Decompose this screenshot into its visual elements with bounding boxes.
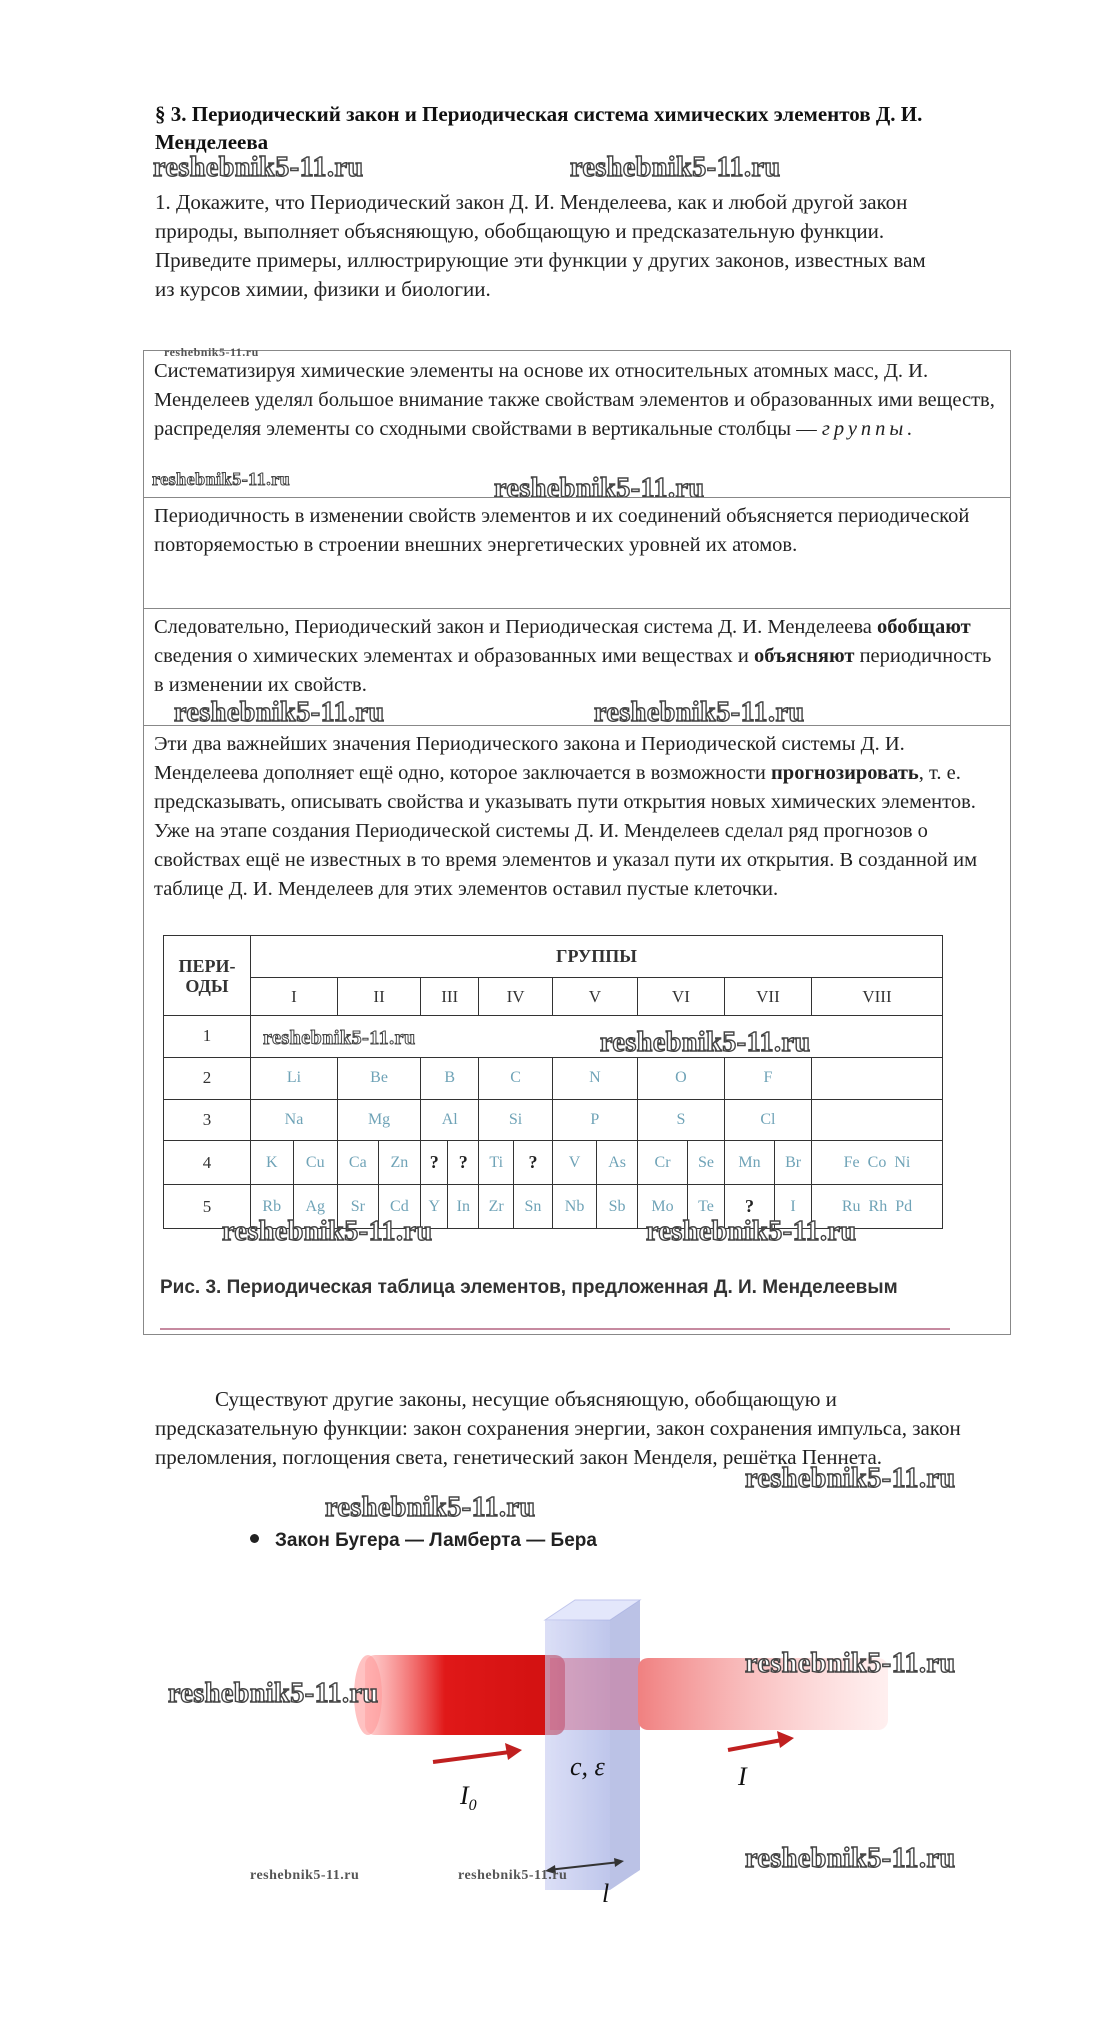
answer-block-4-text: Эти два важнейших значения Периодического закона и Периодической системы Д. И. Менделеева дополняет ещё одно, которое заключается в возможности прогнозировать, т. е. предсказывать, описывать свойства и указывать пути открытия новых химических элементов. Уже на этапе создания Периодической системы Д. И. Менделеев сделал ряд прогнозов о свойствах ещё не известных в то время элементов и указал пути их открытия. В созданной им таблице Д. И. Менделеев для этих элементов оставил пустые клеточки. (154, 733, 978, 900)
watermark: reshebnik5-11.ru (250, 1868, 360, 1883)
mendeleev-table: ПЕРИ- ОДЫ ГРУППЫ I II III IV V VI VII VIII 1 2 Li Be B C N O F 3 Na Mg Al Si P S Cl 4 K Cu Ca Zn ? ? Ti ? V As Cr Se Mn Br Fe Co Ni 5 Rb Ag Sr Cd Y In Zr Sn Nb Sb Mo Te ? I Ru Rh Pd reshebnik5-11.ru reshebnik5-11.ru (163, 935, 943, 1229)
period-number: 5 (164, 1185, 251, 1229)
bullet-item: Закон Бугера — Ламберта — Бера (250, 1530, 597, 1552)
watermark: reshebnik5-11.ru (646, 1216, 857, 1247)
arrow-i0-icon (433, 1743, 522, 1762)
group-label: VIII (812, 978, 943, 1016)
group-label: II (338, 978, 421, 1016)
arrow-i-icon (728, 1731, 794, 1750)
watermark: reshebnik5-11.ru (168, 1678, 379, 1709)
beam-in-cuvette (550, 1658, 640, 1730)
watermark: reshebnik5-11.ru (153, 152, 364, 183)
label-i: I (738, 1762, 747, 1791)
question-text: 1. Докажите, что Периодический закон Д. И. Менделеева, как и любой другой закон природы, выполняет объясняющую, обобщающую и предсказательную функции. Приведите примеры, иллюстрирующие эти функции у других законов, известных вам из курсов химии, физики и биологии. (155, 190, 926, 301)
answer-block-1-text: Систематизируя химические элементы на основе их относительных атомных масс, Д. И. Менделеев уделял большое внимание также свойствам элементов и образованных ими веществ, распределяя элементы со сходными свойствами в вертикальные столбцы — группы. (154, 360, 995, 440)
group-label: IV (479, 978, 553, 1016)
cuvette (545, 1600, 640, 1890)
period-number: 4 (164, 1141, 251, 1185)
label-i0: $I_0$ (460, 1781, 477, 1814)
period-number: 1 (164, 1016, 251, 1058)
label-concentration: c, ε (570, 1752, 605, 1781)
watermark: reshebnik5-11.ru (570, 152, 781, 183)
answer-block-1 (143, 345, 1011, 504)
watermark: reshebnik5-11.ru (594, 697, 805, 728)
watermark: reshebnik5-11.ru (174, 697, 385, 728)
watermark: reshebnik5-11.ru (458, 1868, 568, 1883)
groups-header: ГРУППЫ (251, 936, 943, 978)
watermark: reshebnik5-11.ru (325, 1492, 536, 1523)
watermark: reshebnik5-11.ru (600, 1027, 811, 1058)
bullet-icon (250, 1534, 259, 1543)
periods-header: ПЕРИ- ОДЫ (164, 936, 251, 1016)
answer-block-2-text: Периодичность в изменении свойств элементов и их соединений объясняется периодической повторяемостью в строении внешних энергетических уровней их атомов. (154, 505, 970, 556)
incoming-beam (354, 1655, 565, 1735)
answer-block-3-text: Следовательно, Периодический закон и Периодическая система Д. И. Менделеева обобщают сведения о химических элементах и образованных ими веществах и объясняют периодичность в изменении их свойств. (154, 616, 992, 696)
answer-block-2 (143, 497, 1011, 609)
watermark: reshebnik5-11.ru (745, 1463, 956, 1494)
group-label: III (421, 978, 479, 1016)
body-paragraph: Существуют другие законы, несущие объясняющую, обобщающую и предсказательную функции: закон сохранения энергии, закон сохранения импульса, закон преломления, поглощения света, генетический закон Менделя, решётка Пеннета. (155, 1387, 961, 1469)
watermark: reshebnik5-11.ru (494, 473, 705, 504)
period-number: 3 (164, 1099, 251, 1141)
group-label: I (251, 978, 338, 1016)
watermark: reshebnik5-11.ru (745, 1648, 956, 1679)
watermark: reshebnik5-11.ru (745, 1843, 956, 1874)
group-label: VII (724, 978, 811, 1016)
group-label: V (552, 978, 637, 1016)
period-number: 2 (164, 1057, 251, 1099)
figure-caption: Рис. 3. Периодическая таблица элементов, предложенная Д. И. Менделеевым (160, 1277, 898, 1298)
watermark: reshebnik5-11.ru (164, 345, 259, 359)
label-length: l (602, 1879, 610, 1908)
answer-block-3 (143, 608, 1011, 726)
section-title: § 3. Периодический закон и Периодическая система химических элементов Д. И. Менделеева (155, 102, 923, 154)
watermark: reshebnik5-11.ru (222, 1216, 433, 1247)
watermark: reshebnik5-11.ru (152, 469, 291, 489)
watermark: reshebnik5-11.ru (263, 1027, 416, 1049)
group-label: VI (637, 978, 724, 1016)
caption-divider (160, 1328, 950, 1330)
